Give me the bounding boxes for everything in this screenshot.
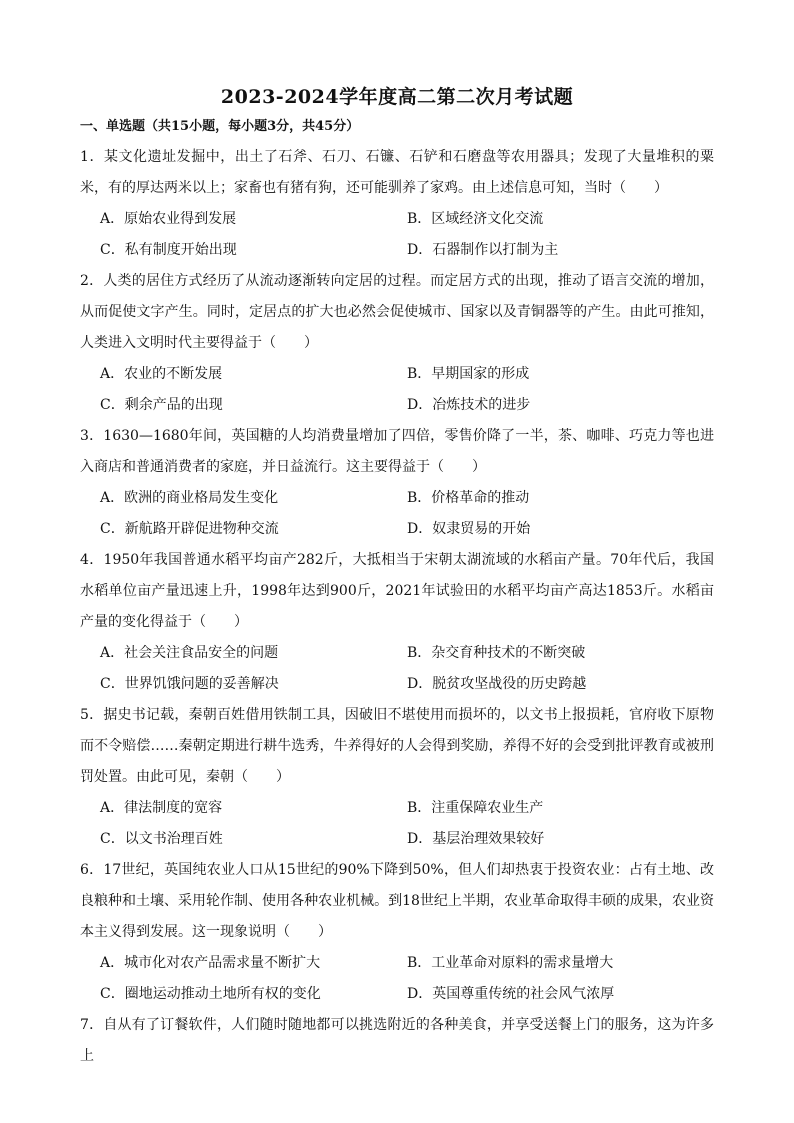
option-a: A．社会关注食品安全的问题 xyxy=(100,645,279,661)
option-d: D．基层治理效果较好 xyxy=(407,831,545,847)
option-b: B．注重保障农业生产 xyxy=(407,800,544,816)
exam-title: 2023-2024学年度高二第二次月考试题 xyxy=(220,86,574,108)
question-2 xyxy=(80,266,714,421)
option-a: A．农业的不断发展 xyxy=(100,366,223,382)
option-c: C．私有制度开始出现 xyxy=(100,242,237,258)
question-3 xyxy=(80,421,714,545)
option-list xyxy=(80,793,714,855)
question-stem: 7．自从有了订餐软件，人们随时随地都可以挑选附近的各种美食，并享受送餐上门的服务，这为许多上 xyxy=(80,1017,714,1064)
question-1 xyxy=(80,142,714,266)
option-list xyxy=(80,204,714,266)
question-stem: 5．据史书记载，秦朝百姓借用铁制工具，因破旧不堪使用而损坏的，以文书上报损耗，官府收下原物而不令赔偿……秦朝定期进行耕牛选秀，牛养得好的人会得到奖励，养得不好的会受到批评教育或被刑罚处置。由此可见，秦朝（ ） xyxy=(80,707,714,785)
option-d: D．冶炼技术的进步 xyxy=(407,397,531,413)
question-5 xyxy=(80,700,714,855)
option-c: C．新航路开辟促进物种交流 xyxy=(100,521,279,537)
option-b: B．杂交育种技术的不断突破 xyxy=(407,645,586,661)
question-stem: 4．1950年我国普通水稻平均亩产282斤，大抵相当于宋朝太湖流域的水稻亩产量。70年代后，我国水稻单位亩产量迅速上升，1998年达到900斤，2021年试验田的水稻平均亩产高达1853斤。水稻亩产量的变化得益于（ ） xyxy=(80,552,714,630)
option-a: A．律法制度的宽容 xyxy=(100,800,223,816)
option-list xyxy=(80,483,714,545)
section-heading: 一、单选题（共15小题，每小题3分，共45分） xyxy=(80,119,360,134)
option-d: D．英国尊重传统的社会风气浓厚 xyxy=(407,986,615,1002)
option-c: C．世界饥饿问题的妥善解决 xyxy=(100,676,279,692)
option-c: C．以文书治理百姓 xyxy=(100,831,223,847)
question-list xyxy=(80,142,714,1072)
question-7 xyxy=(80,1010,714,1072)
option-d: D．脱贫攻坚战役的历史跨越 xyxy=(407,676,587,692)
question-stem: 1．某文化遗址发掘中，出土了石斧、石刀、石镰、石铲和石磨盘等农用器具；发现了大量堆积的粟米，有的厚达两米以上；家畜也有猪有狗，还可能驯养了家鸡。由上述信息可知，当时（ ） xyxy=(80,149,714,196)
question-stem: 3．1630—1680年间，英国糖的人均消费量增加了四倍，零售价降了一半，茶、咖啡、巧克力等也进入商店和普通消费者的家庭，并日益流行。这主要得益于（ ） xyxy=(80,428,714,475)
option-b: B．区域经济文化交流 xyxy=(407,211,544,227)
question-stem: 2．人类的居住方式经历了从流动逐渐转向定居的过程。而定居方式的出现，推动了语言交流的增加，从而促使文字产生。同时，定居点的扩大也必然会促使城市、国家以及青铜器等的产生。由此可推知，人类进入文明时代主要得益于（ ） xyxy=(80,273,714,351)
option-d: D．奴隶贸易的开始 xyxy=(407,521,531,537)
option-c: C．圈地运动推动土地所有权的变化 xyxy=(100,986,321,1002)
option-b: B．早期国家的形成 xyxy=(407,366,530,382)
option-b: B．价格革命的推动 xyxy=(407,490,530,506)
option-a: A．原始农业得到发展 xyxy=(100,211,237,227)
option-list xyxy=(80,638,714,700)
option-a: A．城市化对农产品需求量不断扩大 xyxy=(100,955,321,971)
question-6 xyxy=(80,855,714,1010)
option-list xyxy=(80,359,714,421)
option-list xyxy=(80,948,714,1010)
option-c: C．剩余产品的出现 xyxy=(100,397,223,413)
option-b: B．工业革命对原料的需求量增大 xyxy=(407,955,614,971)
question-4 xyxy=(80,545,714,700)
question-stem: 6．17世纪，英国纯农业人口从15世纪的90%下降到50%，但人们却热衷于投资农业：占有土地、改良粮种和土壤、采用轮作制、使用各种农业机械。到18世纪上半期，农业革命取得丰硕的成果，农业资本主义得到发展。这一现象说明（ ） xyxy=(80,862,714,940)
option-d: D．石器制作以打制为主 xyxy=(407,242,559,258)
option-a: A．欧洲的商业格局发生变化 xyxy=(100,490,279,506)
